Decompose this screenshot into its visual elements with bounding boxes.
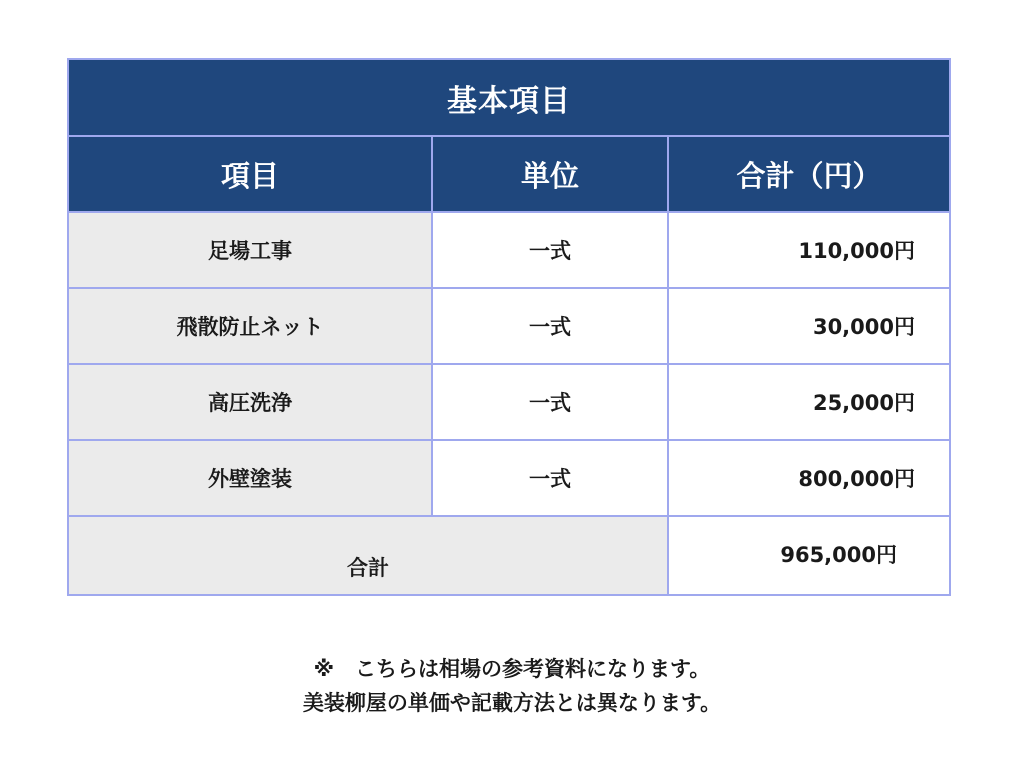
table-row <box>68 288 950 364</box>
total-amount-cell <box>668 516 950 595</box>
amount-cell <box>668 364 950 440</box>
amount-value: 110,000円 <box>798 239 915 263</box>
unit-cell: 一式 <box>432 212 668 288</box>
amount-cell <box>668 288 950 364</box>
footnote-line-1: ※ こちらは相場の参考資料になります。 <box>313 657 711 681</box>
unit-cell: 一式 <box>432 364 668 440</box>
item-cell: 飛散防止ネット <box>68 288 432 364</box>
table-row <box>68 212 950 288</box>
header-unit: 単位 <box>432 136 668 212</box>
unit-cell: 一式 <box>432 440 668 516</box>
item-cell: 高圧洗浄 <box>68 364 432 440</box>
total-amount: 965,000円 <box>780 543 897 567</box>
table-title: 基本項目 <box>68 59 950 136</box>
amount-value: 800,000円 <box>798 467 915 491</box>
amount-cell <box>668 440 950 516</box>
amount-cell <box>668 212 950 288</box>
item-cell: 外壁塗装 <box>68 440 432 516</box>
table-header-row <box>68 136 950 212</box>
table-row <box>68 364 950 440</box>
table-row <box>68 440 950 516</box>
total-label: 合計 <box>347 556 389 580</box>
header-total: 合計（円） <box>668 136 950 212</box>
amount-value: 30,000円 <box>812 315 915 339</box>
footnote <box>0 652 1024 720</box>
price-table <box>67 58 951 596</box>
header-item: 項目 <box>68 136 432 212</box>
table-title-row <box>68 59 950 136</box>
amount-value: 25,000円 <box>812 391 915 415</box>
footnote-line-2: 美装柳屋の単価や記載方法とは異なります。 <box>302 691 722 715</box>
total-row <box>68 516 950 595</box>
total-label-cell <box>68 516 668 595</box>
unit-cell: 一式 <box>432 288 668 364</box>
item-cell: 足場工事 <box>68 212 432 288</box>
